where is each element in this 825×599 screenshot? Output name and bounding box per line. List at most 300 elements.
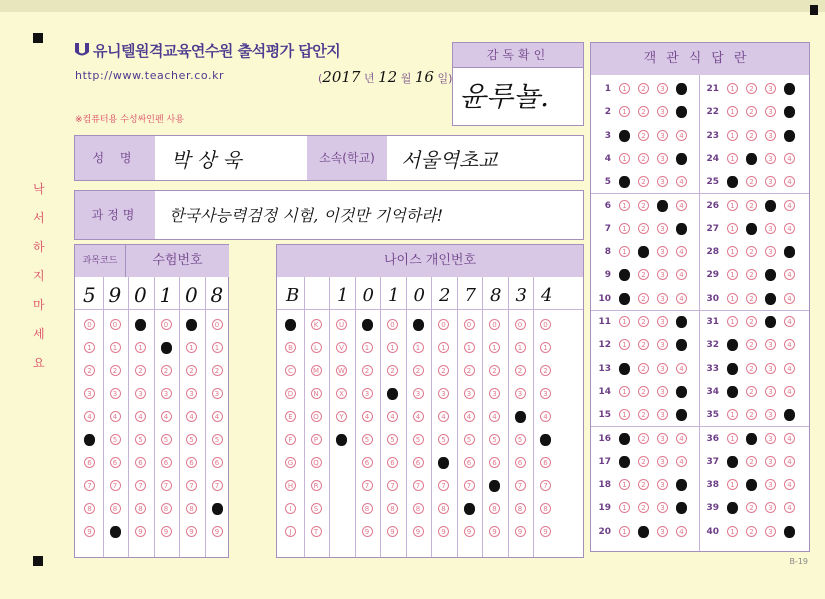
- digit-bubble[interactable]: 7: [413, 480, 424, 491]
- digit-bubble[interactable]: 2: [84, 365, 95, 376]
- answer-bubble[interactable]: 3: [657, 409, 668, 420]
- digit-bubble[interactable]: 1: [362, 342, 373, 353]
- answer-bubble[interactable]: 2: [746, 456, 757, 467]
- digit-bubble[interactable]: 4: [464, 411, 475, 422]
- digit-bubble[interactable]: 9: [438, 526, 449, 537]
- answer-bubble[interactable]: 2: [746, 293, 757, 304]
- answer-bubble[interactable]: 2: [638, 456, 649, 467]
- digit-bubble[interactable]: 5: [489, 434, 500, 445]
- digit-bubble[interactable]: J: [285, 526, 296, 537]
- answer-bubble[interactable]: 2: [746, 269, 757, 280]
- answer-bubble[interactable]: 3: [657, 176, 668, 187]
- digit-bubble[interactable]: 4: [110, 411, 121, 422]
- grid-divider: [179, 277, 180, 557]
- digit-bubble[interactable]: 7: [84, 480, 95, 491]
- answer-bubble[interactable]: 1: [727, 526, 738, 537]
- vertical-char: 요: [33, 356, 45, 370]
- digit-bubble[interactable]: 9: [489, 526, 500, 537]
- digit-bubble[interactable]: U: [336, 319, 347, 330]
- neis-digit: 3: [515, 285, 527, 306]
- answer-bubble[interactable]: 1: [619, 246, 630, 257]
- digit-bubble[interactable]: 8: [387, 503, 398, 514]
- digit-bubble[interactable]: 6: [540, 457, 551, 468]
- digit-bubble[interactable]: 4: [135, 411, 146, 422]
- answer-bubble[interactable]: 1: [727, 200, 738, 211]
- answer-bubble[interactable]: 3: [657, 502, 668, 513]
- digit-bubble[interactable]: 2: [186, 365, 197, 376]
- answer-bubble[interactable]: 4: [676, 456, 687, 467]
- answer-bubble[interactable]: 2: [638, 479, 649, 490]
- filled-mark: [784, 130, 795, 142]
- grid-divider: [329, 277, 330, 557]
- answer-bubble[interactable]: 2: [638, 223, 649, 234]
- digit-bubble[interactable]: 1: [413, 342, 424, 353]
- digit-bubble[interactable]: 1: [84, 342, 95, 353]
- answer-bubble[interactable]: 1: [619, 479, 630, 490]
- digit-bubble[interactable]: 4: [212, 411, 223, 422]
- answer-bubble[interactable]: 1: [619, 339, 630, 350]
- grid-divider: [128, 277, 129, 557]
- digit-bubble[interactable]: 8: [161, 503, 172, 514]
- answer-bubble[interactable]: 3: [765, 386, 776, 397]
- answer-bubble[interactable]: 1: [619, 83, 630, 94]
- digit-bubble[interactable]: F: [285, 434, 296, 445]
- question-number: 22: [706, 107, 719, 118]
- digit-bubble[interactable]: 1: [387, 342, 398, 353]
- digit-bubble[interactable]: B: [285, 342, 296, 353]
- answer-bubble[interactable]: 1: [619, 386, 630, 397]
- answer-bubble[interactable]: 4: [784, 502, 795, 513]
- answer-bubble[interactable]: 2: [638, 153, 649, 164]
- digit-bubble[interactable]: 5: [464, 434, 475, 445]
- digit-bubble[interactable]: 9: [84, 526, 95, 537]
- digit-bubble[interactable]: V: [336, 342, 347, 353]
- answer-bubble[interactable]: 4: [676, 246, 687, 257]
- digit-bubble[interactable]: 5: [413, 434, 424, 445]
- vertical-char: 낙: [33, 182, 45, 196]
- answer-bubble[interactable]: 1: [727, 246, 738, 257]
- answer-bubble[interactable]: 4: [784, 223, 795, 234]
- digit-bubble[interactable]: 0: [387, 319, 398, 330]
- answer-bubble[interactable]: 4: [676, 200, 687, 211]
- neis-digit: 1: [388, 285, 400, 306]
- answer-bubble[interactable]: 3: [657, 433, 668, 444]
- answer-bubble[interactable]: 3: [765, 363, 776, 374]
- answer-bubble[interactable]: 4: [784, 479, 795, 490]
- answer-bubble[interactable]: 2: [638, 363, 649, 374]
- answer-bubble[interactable]: 3: [765, 409, 776, 420]
- digit-bubble[interactable]: 0: [540, 319, 551, 330]
- answer-bubble[interactable]: 2: [746, 363, 757, 374]
- digit-bubble[interactable]: 6: [84, 457, 95, 468]
- date-month: 12: [378, 68, 398, 86]
- answer-bubble[interactable]: 1: [727, 479, 738, 490]
- digit-bubble[interactable]: R: [311, 480, 322, 491]
- digit-bubble[interactable]: X: [336, 388, 347, 399]
- answer-bubble[interactable]: 3: [765, 502, 776, 513]
- digit-bubble[interactable]: 9: [135, 526, 146, 537]
- answer-bubble[interactable]: 3: [765, 130, 776, 141]
- digit-bubble[interactable]: 3: [110, 388, 121, 399]
- digit-bubble[interactable]: 2: [387, 365, 398, 376]
- answer-bubble[interactable]: 4: [784, 433, 795, 444]
- answer-bubble[interactable]: 2: [638, 502, 649, 513]
- digit-bubble[interactable]: D: [285, 388, 296, 399]
- filled-mark: [676, 479, 687, 491]
- answer-bubble[interactable]: 2: [746, 200, 757, 211]
- digit-bubble[interactable]: 7: [362, 480, 373, 491]
- digit-bubble[interactable]: 2: [110, 365, 121, 376]
- digit-bubble[interactable]: 3: [540, 388, 551, 399]
- digit-bubble[interactable]: 2: [413, 365, 424, 376]
- digit-bubble[interactable]: 1: [438, 342, 449, 353]
- answer-bubble[interactable]: 4: [784, 316, 795, 327]
- digit-bubble[interactable]: 3: [84, 388, 95, 399]
- digit-bubble[interactable]: 8: [186, 503, 197, 514]
- answer-bubble[interactable]: 4: [784, 153, 795, 164]
- digit-bubble[interactable]: 9: [362, 526, 373, 537]
- digit-bubble[interactable]: 1: [515, 342, 526, 353]
- digit-bubble[interactable]: 3: [438, 388, 449, 399]
- digit-bubble[interactable]: 4: [84, 411, 95, 422]
- student-number-label: 수험번호: [125, 245, 229, 277]
- answer-bubble[interactable]: 2: [638, 386, 649, 397]
- affil-value: 서울역초교: [401, 148, 498, 172]
- digit-bubble[interactable]: 6: [212, 457, 223, 468]
- digit-bubble[interactable]: 5: [362, 434, 373, 445]
- digit-bubble[interactable]: 6: [413, 457, 424, 468]
- digit-bubble[interactable]: 4: [489, 411, 500, 422]
- filled-mark: [619, 130, 630, 142]
- digit-bubble[interactable]: 8: [84, 503, 95, 514]
- digit-bubble[interactable]: 6: [362, 457, 373, 468]
- answer-bubble[interactable]: 2: [746, 339, 757, 350]
- answer-bubble[interactable]: 4: [784, 363, 795, 374]
- site-url: http://www.teacher.co.kr: [75, 69, 225, 82]
- digit-bubble[interactable]: O: [311, 411, 322, 422]
- timing-mark-right: [810, 5, 818, 15]
- digit-bubble[interactable]: 1: [135, 342, 146, 353]
- digit-bubble[interactable]: E: [285, 411, 296, 422]
- answer-bubble[interactable]: 3: [657, 363, 668, 374]
- answer-bubble[interactable]: 2: [746, 106, 757, 117]
- digit-bubble[interactable]: P: [311, 434, 322, 445]
- answer-bubble[interactable]: 2: [638, 339, 649, 350]
- digit-bubble[interactable]: 6: [186, 457, 197, 468]
- answer-bubble[interactable]: 1: [727, 293, 738, 304]
- question-number: 28: [706, 247, 719, 258]
- digit-bubble[interactable]: 8: [413, 503, 424, 514]
- digit-bubble[interactable]: 8: [489, 503, 500, 514]
- digit-bubble[interactable]: 9: [186, 526, 197, 537]
- filled-mark: [784, 106, 795, 118]
- digit-bubble[interactable]: 4: [186, 411, 197, 422]
- digit-bubble[interactable]: 9: [212, 526, 223, 537]
- digit-bubble[interactable]: 3: [161, 388, 172, 399]
- digit-bubble[interactable]: 4: [161, 411, 172, 422]
- answer-bubble[interactable]: 2: [638, 433, 649, 444]
- answer-bubble[interactable]: 1: [619, 502, 630, 513]
- digit-bubble[interactable]: 3: [489, 388, 500, 399]
- answer-bubble[interactable]: 4: [676, 526, 687, 537]
- answer-bubble[interactable]: 1: [619, 200, 630, 211]
- digit-bubble[interactable]: 2: [464, 365, 475, 376]
- answer-bubble[interactable]: 1: [727, 106, 738, 117]
- digit-bubble[interactable]: 3: [464, 388, 475, 399]
- answer-bubble[interactable]: 3: [765, 456, 776, 467]
- answer-bubble[interactable]: 4: [676, 269, 687, 280]
- answer-bubble[interactable]: 3: [765, 106, 776, 117]
- answer-bubble[interactable]: 3: [657, 386, 668, 397]
- digit-bubble[interactable]: 3: [362, 388, 373, 399]
- digit-bubble[interactable]: 7: [110, 480, 121, 491]
- digit-bubble[interactable]: G: [285, 457, 296, 468]
- answer-bubble[interactable]: 3: [765, 479, 776, 490]
- answer-bubble[interactable]: 1: [619, 223, 630, 234]
- digit-bubble[interactable]: W: [336, 365, 347, 376]
- answer-bubble[interactable]: 4: [784, 339, 795, 350]
- digit-bubble[interactable]: 6: [515, 457, 526, 468]
- answer-bubble[interactable]: 3: [765, 223, 776, 234]
- digit-bubble[interactable]: 6: [387, 457, 398, 468]
- digit-bubble[interactable]: 7: [438, 480, 449, 491]
- digit-bubble[interactable]: 2: [212, 365, 223, 376]
- answer-bubble[interactable]: 3: [765, 526, 776, 537]
- answer-bubble[interactable]: 2: [746, 502, 757, 513]
- answer-bubble[interactable]: 3: [657, 479, 668, 490]
- filled-mark: [765, 293, 776, 305]
- answer-bubble[interactable]: 2: [638, 409, 649, 420]
- answer-bubble[interactable]: 2: [638, 106, 649, 117]
- answer-bubble[interactable]: 2: [746, 246, 757, 257]
- digit-bubble[interactable]: Y: [336, 411, 347, 422]
- answer-bubble[interactable]: 1: [619, 316, 630, 327]
- filled-mark: [638, 246, 649, 258]
- answer-bubble[interactable]: 2: [638, 316, 649, 327]
- answer-bubble[interactable]: 4: [676, 130, 687, 141]
- digit-bubble[interactable]: 3: [413, 388, 424, 399]
- answer-bubble[interactable]: 1: [619, 409, 630, 420]
- digit-bubble[interactable]: K: [311, 319, 322, 330]
- answer-bubble[interactable]: 2: [746, 83, 757, 94]
- answer-bubble[interactable]: 4: [676, 363, 687, 374]
- digit-bubble[interactable]: 5: [110, 434, 121, 445]
- digit-bubble[interactable]: 4: [438, 411, 449, 422]
- digit-bubble[interactable]: 0: [110, 319, 121, 330]
- digit-bubble[interactable]: N: [311, 388, 322, 399]
- answer-bubble[interactable]: 1: [727, 83, 738, 94]
- answer-bubble[interactable]: 3: [657, 526, 668, 537]
- digit-bubble[interactable]: 3: [186, 388, 197, 399]
- digit-bubble[interactable]: 8: [438, 503, 449, 514]
- answer-bubble[interactable]: 2: [638, 176, 649, 187]
- answer-bubble[interactable]: 2: [746, 130, 757, 141]
- digit-bubble[interactable]: 8: [362, 503, 373, 514]
- answer-bubble[interactable]: 1: [727, 316, 738, 327]
- filled-mark: [540, 434, 551, 446]
- digit-bubble[interactable]: 7: [464, 480, 475, 491]
- digit-bubble[interactable]: 0: [212, 319, 223, 330]
- digit-bubble[interactable]: 1: [540, 342, 551, 353]
- answer-bubble[interactable]: 3: [657, 153, 668, 164]
- digit-bubble[interactable]: 7: [186, 480, 197, 491]
- answer-bubble[interactable]: 3: [657, 339, 668, 350]
- digit-bubble[interactable]: 0: [161, 319, 172, 330]
- answer-bubble[interactable]: 3: [765, 246, 776, 257]
- answer-bubble[interactable]: 2: [638, 269, 649, 280]
- brand-text: 유니텔원격교육연수원 출석평가 답안지: [93, 42, 341, 60]
- answer-bubble[interactable]: 4: [784, 200, 795, 211]
- answer-bubble[interactable]: 3: [657, 83, 668, 94]
- digit-bubble[interactable]: 5: [186, 434, 197, 445]
- digit-bubble[interactable]: 2: [135, 365, 146, 376]
- answer-bubble[interactable]: 3: [765, 176, 776, 187]
- answer-bubble[interactable]: 2: [746, 409, 757, 420]
- answer-bubble[interactable]: 3: [657, 223, 668, 234]
- digit-bubble[interactable]: 0: [515, 319, 526, 330]
- digit-bubble[interactable]: 7: [161, 480, 172, 491]
- digit-bubble[interactable]: 7: [540, 480, 551, 491]
- answer-bubble[interactable]: 4: [784, 386, 795, 397]
- answer-bubble[interactable]: 1: [619, 106, 630, 117]
- digit-bubble[interactable]: 1: [212, 342, 223, 353]
- answer-bubble[interactable]: 2: [638, 83, 649, 94]
- digit-bubble[interactable]: H: [285, 480, 296, 491]
- answer-bubble[interactable]: 3: [657, 456, 668, 467]
- digit-bubble[interactable]: 8: [135, 503, 146, 514]
- digit-bubble[interactable]: 9: [387, 526, 398, 537]
- digit-bubble[interactable]: I: [285, 503, 296, 514]
- answer-bubble[interactable]: 3: [765, 339, 776, 350]
- digit-bubble[interactable]: 0: [489, 319, 500, 330]
- answer-bubble[interactable]: 4: [784, 176, 795, 187]
- question-number: 20: [598, 526, 611, 537]
- digit-bubble[interactable]: 6: [489, 457, 500, 468]
- answer-bubble[interactable]: 4: [784, 456, 795, 467]
- digit-bubble[interactable]: 0: [84, 319, 95, 330]
- answer-bubble[interactable]: 1: [727, 409, 738, 420]
- answer-bubble[interactable]: 2: [746, 316, 757, 327]
- digit-bubble[interactable]: 9: [161, 526, 172, 537]
- answer-bubble[interactable]: 3: [657, 106, 668, 117]
- digit-bubble[interactable]: 5: [212, 434, 223, 445]
- neis-digit: 8: [490, 285, 502, 306]
- answer-bubble[interactable]: 2: [746, 526, 757, 537]
- digit-bubble[interactable]: 4: [540, 411, 551, 422]
- digit-bubble[interactable]: 1: [186, 342, 197, 353]
- digit-bubble[interactable]: 6: [161, 457, 172, 468]
- digit-bubble[interactable]: 5: [438, 434, 449, 445]
- digit-bubble[interactable]: 4: [362, 411, 373, 422]
- answer-bubble[interactable]: 4: [676, 433, 687, 444]
- digit-bubble[interactable]: 3: [212, 388, 223, 399]
- digit-bubble[interactable]: 4: [387, 411, 398, 422]
- answer-bubble[interactable]: 3: [657, 246, 668, 257]
- answer-bubble[interactable]: 1: [727, 433, 738, 444]
- answer-bubble[interactable]: 3: [657, 130, 668, 141]
- digit-bubble[interactable]: 1: [464, 342, 475, 353]
- digit-bubble[interactable]: C: [285, 365, 296, 376]
- digit-bubble[interactable]: 3: [515, 388, 526, 399]
- answer-bubble[interactable]: 2: [638, 293, 649, 304]
- answer-bubble[interactable]: 2: [638, 130, 649, 141]
- filled-mark: [285, 319, 296, 331]
- question-number: 3: [604, 130, 611, 141]
- answer-bubble[interactable]: 1: [727, 130, 738, 141]
- digit-bubble[interactable]: S: [311, 503, 322, 514]
- answer-bubble[interactable]: 1: [619, 153, 630, 164]
- digit-bubble[interactable]: 7: [515, 480, 526, 491]
- neis-digit: 7: [464, 285, 476, 306]
- answer-bubble[interactable]: 3: [657, 293, 668, 304]
- digit-bubble[interactable]: 8: [110, 503, 121, 514]
- answer-bubble[interactable]: 1: [727, 153, 738, 164]
- digit-bubble[interactable]: 9: [540, 526, 551, 537]
- digit-bubble[interactable]: 7: [387, 480, 398, 491]
- digit-bubble[interactable]: 9: [515, 526, 526, 537]
- digit-bubble[interactable]: 6: [135, 457, 146, 468]
- digit-bubble[interactable]: 2: [540, 365, 551, 376]
- digit-bubble[interactable]: 5: [387, 434, 398, 445]
- digit-bubble[interactable]: M: [311, 365, 322, 376]
- digit-bubble[interactable]: 5: [135, 434, 146, 445]
- digit-bubble[interactable]: 6: [110, 457, 121, 468]
- answer-bubble[interactable]: 2: [746, 176, 757, 187]
- digit-bubble[interactable]: 1: [489, 342, 500, 353]
- answer-bubble[interactable]: 4: [676, 176, 687, 187]
- digit-bubble[interactable]: 5: [515, 434, 526, 445]
- digit-bubble[interactable]: 0: [438, 319, 449, 330]
- answer-bubble[interactable]: 2: [746, 386, 757, 397]
- digit-bubble[interactable]: T: [311, 526, 322, 537]
- answer-bubble[interactable]: 1: [727, 223, 738, 234]
- answer-bubble[interactable]: 1: [619, 526, 630, 537]
- digit-bubble[interactable]: 5: [161, 434, 172, 445]
- digit-bubble[interactable]: 2: [161, 365, 172, 376]
- digit-bubble[interactable]: 8: [540, 503, 551, 514]
- answer-bubble[interactable]: 3: [765, 83, 776, 94]
- answer-bubble[interactable]: 3: [657, 269, 668, 280]
- digit-bubble[interactable]: 1: [110, 342, 121, 353]
- answer-bubble[interactable]: 2: [638, 200, 649, 211]
- answer-bubble[interactable]: 4: [676, 293, 687, 304]
- digit-bubble[interactable]: L: [311, 342, 322, 353]
- answer-bubble[interactable]: 4: [784, 269, 795, 280]
- answer-bubble[interactable]: 3: [765, 153, 776, 164]
- answer-bubble[interactable]: 3: [765, 433, 776, 444]
- filled-mark: [110, 526, 121, 538]
- answer-bubble[interactable]: 3: [657, 316, 668, 327]
- question-number: 14: [598, 386, 611, 397]
- digit-bubble[interactable]: 2: [438, 365, 449, 376]
- digit-bubble[interactable]: 7: [135, 480, 146, 491]
- digit-bubble[interactable]: 6: [464, 457, 475, 468]
- filled-mark: [619, 293, 630, 305]
- digit-bubble[interactable]: 2: [515, 365, 526, 376]
- answer-bubble[interactable]: 4: [784, 293, 795, 304]
- digit-bubble[interactable]: 3: [135, 388, 146, 399]
- digit-bubble[interactable]: 4: [413, 411, 424, 422]
- digit-bubble[interactable]: 2: [489, 365, 500, 376]
- digit-bubble[interactable]: Q: [311, 457, 322, 468]
- digit-bubble[interactable]: 8: [515, 503, 526, 514]
- digit-bubble[interactable]: 0: [464, 319, 475, 330]
- digit-bubble[interactable]: 9: [464, 526, 475, 537]
- digit-bubble[interactable]: 9: [413, 526, 424, 537]
- answer-bubble[interactable]: 1: [727, 269, 738, 280]
- digit-bubble[interactable]: 7: [212, 480, 223, 491]
- digit-bubble[interactable]: 2: [362, 365, 373, 376]
